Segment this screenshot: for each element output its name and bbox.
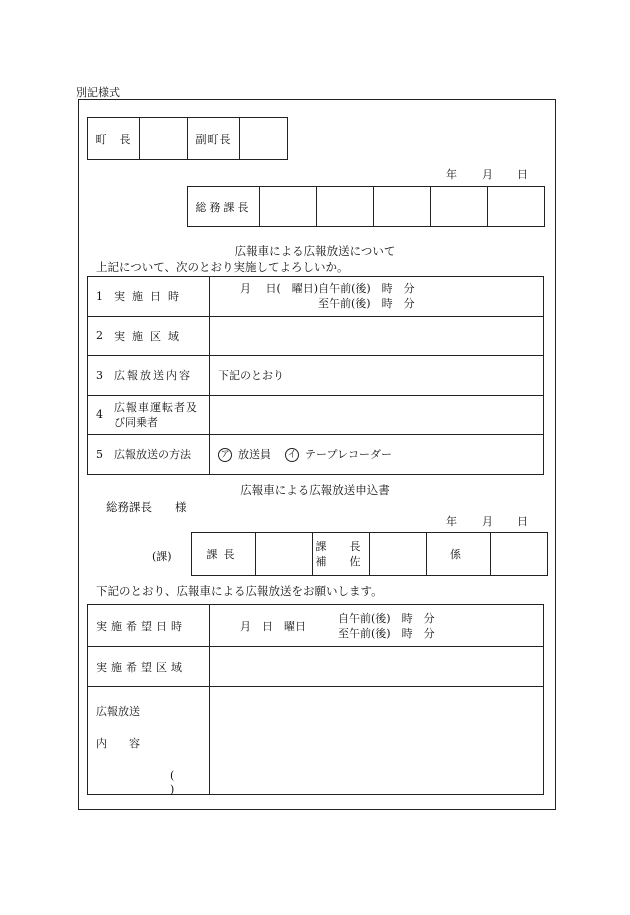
- content-paren: ( ): [170, 769, 207, 796]
- town-mayor-seal-box[interactable]: [140, 118, 188, 160]
- request-datetime-label: 実施希望日時: [88, 605, 210, 647]
- date-day: 日: [517, 515, 528, 528]
- request-area-value[interactable]: [210, 647, 544, 687]
- section1-intro: 上記について、次のとおり実施してよろしいか。: [96, 260, 349, 274]
- section2-title: 広報車による広報放送申込書: [240, 483, 390, 497]
- driver-value[interactable]: [210, 395, 544, 435]
- row-label-area: 2 実施区域: [88, 316, 210, 356]
- table-row: [88, 395, 544, 435]
- addressee: 総務課長 様: [106, 500, 187, 514]
- department-approval-table: [191, 532, 548, 576]
- assistant-chief-seal-box[interactable]: [370, 533, 427, 576]
- table-row: [88, 435, 544, 475]
- mayor-approval-table: [87, 117, 288, 160]
- request-content-label: 広報放送 内 容 ( ): [88, 687, 210, 795]
- section2-intro: 下記のとおり、広報車による広報放送をお願いします。: [96, 584, 383, 598]
- deputy-mayor-label: 副町長: [188, 118, 240, 160]
- dept-label: (課): [152, 550, 172, 563]
- assistant-chief-label: 課 長 補 佐: [313, 533, 370, 576]
- dept-chief-seal-box[interactable]: [256, 533, 313, 576]
- table-row: [88, 316, 544, 356]
- date-year: 年: [446, 168, 457, 181]
- option-a-label: 放送員: [238, 448, 271, 462]
- row-label-method: 5 広報放送の方法: [88, 435, 210, 475]
- form-label: 別記様式: [76, 86, 120, 99]
- staff-label: 係: [427, 533, 491, 576]
- datetime-value[interactable]: [210, 277, 544, 317]
- table-row: [88, 356, 544, 396]
- option-b-mark[interactable]: イ: [285, 448, 299, 462]
- soumu-seal-box-1[interactable]: [260, 187, 317, 227]
- option-b-label: テープレコーダー: [305, 448, 393, 462]
- section1-title: 広報車による広報放送について: [234, 244, 396, 258]
- deputy-mayor-seal-box[interactable]: [240, 118, 288, 160]
- datetime-line1: 月 日( 曜日)自午前(後) 時 分: [240, 282, 415, 296]
- soumu-seal-box-5[interactable]: [488, 187, 545, 227]
- request-date: 月 日 曜日: [240, 619, 306, 633]
- date-month: 月: [482, 515, 493, 528]
- town-mayor-label: 町 長: [88, 118, 140, 160]
- method-value: [210, 435, 544, 475]
- soumu-chief-label: 総務課長: [188, 187, 260, 227]
- request-time-line2: 至午前(後) 時 分: [338, 626, 435, 640]
- content-value[interactable]: 下記のとおり: [210, 356, 544, 396]
- date-year: 年: [446, 515, 457, 528]
- soumu-seal-box-4[interactable]: [431, 187, 488, 227]
- table-row: [88, 647, 544, 687]
- dept-chief-label: 課長: [192, 533, 256, 576]
- row-label-driver: 4 広報車運転者及 び同乗者: [88, 395, 210, 435]
- option-a-mark[interactable]: ア: [218, 448, 232, 462]
- staff-seal-box[interactable]: [491, 533, 548, 576]
- request-content-value[interactable]: [210, 687, 544, 795]
- soumu-approval-table: [187, 186, 545, 227]
- table-row: [88, 605, 544, 647]
- table-row: [88, 687, 544, 795]
- datetime-line2: 至午前(後) 時 分: [318, 297, 415, 311]
- area-value[interactable]: [210, 316, 544, 356]
- request-table: [87, 604, 544, 795]
- soumu-seal-box-2[interactable]: [317, 187, 374, 227]
- row-label-content: 3 広報放送内容: [88, 356, 210, 396]
- broadcast-details-table: [87, 276, 544, 475]
- row-label-datetime: 1 実施日時: [88, 277, 210, 317]
- date-month: 月: [482, 168, 493, 181]
- request-time-line1: 自午前(後) 時 分: [338, 611, 435, 625]
- date-day: 日: [517, 168, 528, 181]
- table-row: [88, 277, 544, 317]
- request-datetime-value[interactable]: [210, 605, 544, 647]
- request-area-label: 実施希望区域: [88, 647, 210, 687]
- soumu-seal-box-3[interactable]: [374, 187, 431, 227]
